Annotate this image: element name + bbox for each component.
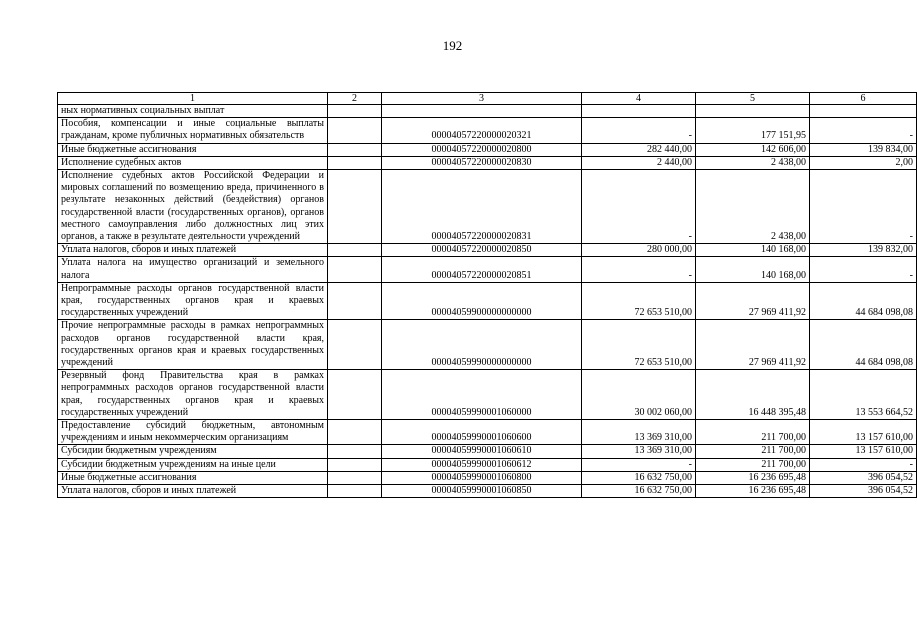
row-code: 00004057220000020800: [382, 143, 582, 156]
row-value-col6: 139 834,00: [810, 143, 917, 156]
row-value-col4: 30 002 060,00: [582, 370, 696, 420]
row-name: Резервный фонд Правительства края в рамках непрограммных расходов органов государственной власти края, государственных органов края и краевых государственных учреждений: [58, 370, 328, 420]
row-name: Иные бюджетные ассигнования: [58, 471, 328, 484]
row-value-col4: -: [582, 257, 696, 282]
row-name: Уплата налогов, сборов и иных платежей: [58, 244, 328, 257]
row-code: 00004059990001060612: [382, 458, 582, 471]
row-value-col6: -: [810, 257, 917, 282]
row-code: 00004059990001060600: [382, 420, 582, 445]
row-code: 00004057220000020831: [382, 170, 582, 244]
table-row: [58, 105, 917, 118]
row-value-col4: 72 653 510,00: [582, 282, 696, 320]
row-value-col5: 211 700,00: [696, 445, 810, 458]
budget-table: [57, 92, 917, 498]
table-row: [58, 320, 917, 370]
row-value-col6: 139 832,00: [810, 244, 917, 257]
row-code: 00004059900000000000: [382, 282, 582, 320]
row-name: Иные бюджетные ассигнования: [58, 143, 328, 156]
header-row: [58, 93, 917, 105]
table-row: [58, 458, 917, 471]
row-value-col5: 16 236 695,48: [696, 471, 810, 484]
row-col2: [328, 485, 382, 498]
row-value-col4: 282 440,00: [582, 143, 696, 156]
table-row: [58, 118, 917, 143]
header-col-1: 1: [58, 93, 328, 105]
table-row: [58, 420, 917, 445]
row-value-col6: 44 684 098,08: [810, 282, 917, 320]
row-code: 00004059990001060610: [382, 445, 582, 458]
row-value-col4: 280 000,00: [582, 244, 696, 257]
row-name: Исполнение судебных актов: [58, 156, 328, 169]
row-value-col5: [696, 105, 810, 118]
row-value-col6: -: [810, 170, 917, 244]
row-col2: [328, 257, 382, 282]
table-row: [58, 282, 917, 320]
row-value-col5: 2 438,00: [696, 170, 810, 244]
table-row: [58, 143, 917, 156]
row-col2: [328, 445, 382, 458]
table-row: [58, 244, 917, 257]
row-value-col4: 13 369 310,00: [582, 445, 696, 458]
header-col-5: 5: [696, 93, 810, 105]
table-row: [58, 257, 917, 282]
row-value-col6: 13 553 664,52: [810, 370, 917, 420]
row-code: 00004059990001060850: [382, 485, 582, 498]
row-name: Субсидии бюджетным учреждениям на иные цели: [58, 458, 328, 471]
row-value-col4: 16 632 750,00: [582, 471, 696, 484]
row-value-col5: 177 151,95: [696, 118, 810, 143]
row-col2: [328, 170, 382, 244]
row-value-col5: 27 969 411,92: [696, 282, 810, 320]
row-col2: [328, 244, 382, 257]
header-col-6: 6: [810, 93, 917, 105]
row-col2: [328, 156, 382, 169]
table-row: [58, 445, 917, 458]
row-value-col6: 44 684 098,08: [810, 320, 917, 370]
table-row: [58, 156, 917, 169]
row-code: 00004057220000020830: [382, 156, 582, 169]
row-col2: [328, 282, 382, 320]
row-value-col5: 142 606,00: [696, 143, 810, 156]
row-name: Прочие непрограммные расходы в рамках непрограммных расходов органов государственной власти края, государственных органов края и краевых государственных учреждений: [58, 320, 328, 370]
row-value-col5: 211 700,00: [696, 458, 810, 471]
row-col2: [328, 420, 382, 445]
row-value-col6: -: [810, 458, 917, 471]
row-value-col4: -: [582, 170, 696, 244]
row-value-col4: [582, 105, 696, 118]
row-col2: [328, 105, 382, 118]
row-value-col4: -: [582, 458, 696, 471]
row-value-col4: 13 369 310,00: [582, 420, 696, 445]
row-code: 00004057220000020321: [382, 118, 582, 143]
row-name: Исполнение судебных актов Российской Федерации и мировых соглашений по возмещению вреда, причиненного в результате незаконных действий (бездействия) органов государственной власти (государственных органов), органов местного самоуправления либо должностных лиц этих органов, а также в результате деятельности учреждений: [58, 170, 328, 244]
row-name: ных нормативных социальных выплат: [58, 105, 328, 118]
row-value-col6: 2,00: [810, 156, 917, 169]
row-value-col6: 396 054,52: [810, 485, 917, 498]
row-code: 00004059990000000000: [382, 320, 582, 370]
row-col2: [328, 118, 382, 143]
page-number: 192: [442, 38, 463, 53]
row-value-col4: 16 632 750,00: [582, 485, 696, 498]
row-value-col5: 2 438,00: [696, 156, 810, 169]
row-name: Уплата налога на имущество организаций и земельного налога: [58, 257, 328, 282]
row-col2: [328, 370, 382, 420]
header-col-3: 3: [382, 93, 582, 105]
row-code: 00004057220000020850: [382, 244, 582, 257]
row-value-col6: 13 157 610,00: [810, 420, 917, 445]
row-value-col6: 13 157 610,00: [810, 445, 917, 458]
row-value-col5: 140 168,00: [696, 244, 810, 257]
row-value-col5: 211 700,00: [696, 420, 810, 445]
table-row: [58, 170, 917, 244]
table-row: [58, 485, 917, 498]
row-value-col5: 16 448 395,48: [696, 370, 810, 420]
row-name: Субсидии бюджетным учреждениям: [58, 445, 328, 458]
row-code: 00004059990001060000: [382, 370, 582, 420]
row-name: Непрограммные расходы органов государственной власти края, государственных органов края и краевых государственных учреждений: [58, 282, 328, 320]
row-col2: [328, 320, 382, 370]
header-col-4: 4: [582, 93, 696, 105]
row-value-col5: 16 236 695,48: [696, 485, 810, 498]
row-name: Уплата налогов, сборов и иных платежей: [58, 485, 328, 498]
row-col2: [328, 471, 382, 484]
row-code: 00004057220000020851: [382, 257, 582, 282]
table-row: [58, 370, 917, 420]
row-value-col4: 72 653 510,00: [582, 320, 696, 370]
row-code: [382, 105, 582, 118]
row-name: Пособия, компенсации и иные социальные выплаты гражданам, кроме публичных нормативных обязательств: [58, 118, 328, 143]
row-value-col4: 2 440,00: [582, 156, 696, 169]
row-col2: [328, 458, 382, 471]
table-row: [58, 471, 917, 484]
row-col2: [328, 143, 382, 156]
row-value-col5: 140 168,00: [696, 257, 810, 282]
row-name: Предоставление субсидий бюджетным, автономным учреждениям и иным некоммерческим организациям: [58, 420, 328, 445]
row-value-col6: -: [810, 118, 917, 143]
row-value-col4: -: [582, 118, 696, 143]
row-code: 00004059990001060800: [382, 471, 582, 484]
header-col-2: 2: [328, 93, 382, 105]
row-value-col6: [810, 105, 917, 118]
row-value-col6: 396 054,52: [810, 471, 917, 484]
row-value-col5: 27 969 411,92: [696, 320, 810, 370]
